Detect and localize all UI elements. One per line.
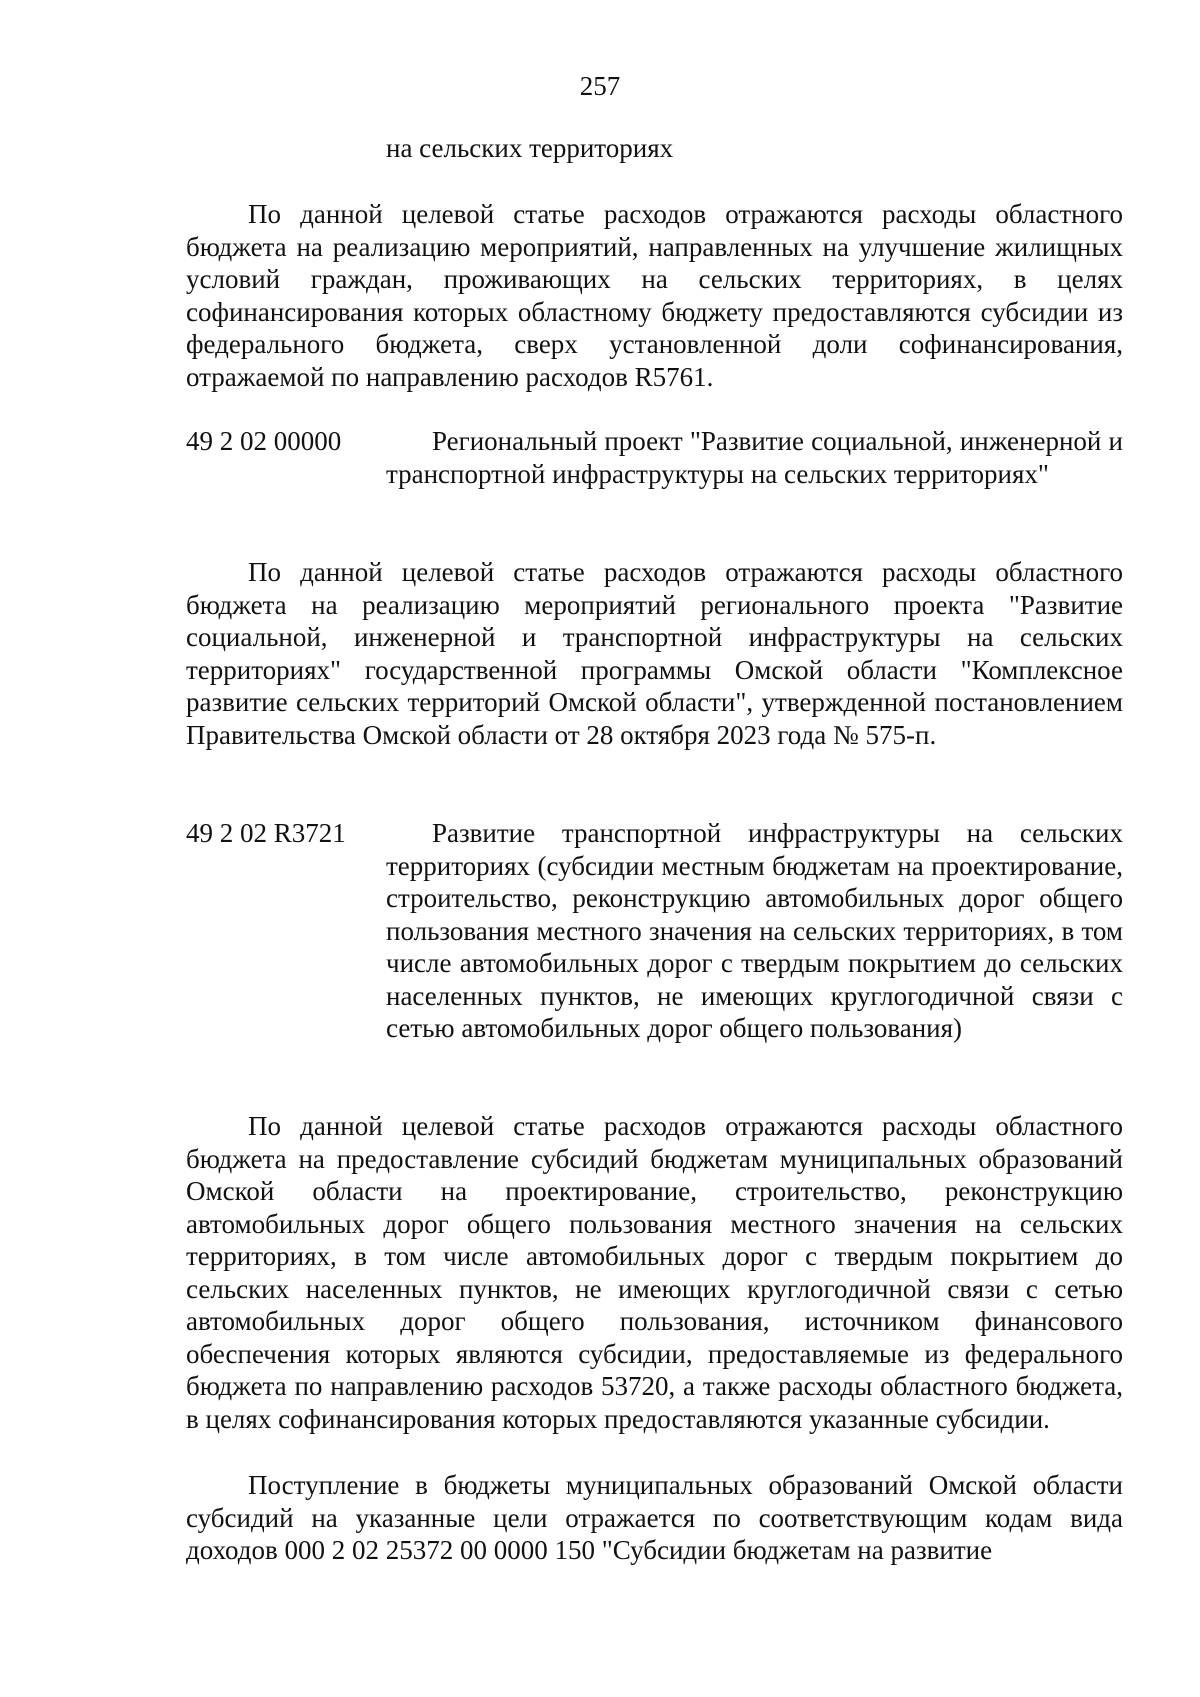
page-number: 257 [579,71,621,101]
budget-entry-2 [186,817,1123,1045]
paragraph-3: По данной целевой статье расходов отражаются расходы областного бюджета на предоставление субсидий бюджетам муниципальных образований Омской области на проектирование, строительство, реконструкцию автомобильных дорог общего пользования местного значения на сельских территориях, в том числе автомобильных дорог с твердым покрытием до сельских населенных пунктов, не имеющих круглогодичной связи с сетью автомобильных дорог общего пользования, источником финансового обеспечения которых являются субсидии, предоставляемые из федерального бюджета по направлению расходов 53720, а также расходы областного бюджета, в целях софинансирования которых предоставляются указанные субсидии. [186,1111,1123,1434]
paragraph-2: По данной целевой статье расходов отражаются расходы областного бюджета на реализацию мероприятий регионального проекта "Развитие социальной, инженерной и транспортной инфраструктуры на сельских территориях" государственной программы Омской области "Комплексное развитие сельских территорий Омской области", утвержденной постановлением Правительства Омской области от 28 октября 2023 года № 575-п. [186,557,1123,750]
paragraph-4: Поступление в бюджеты муниципальных образований Омской области субсидий на указанные цели отражается по соответствующим кодам вида доходов 000 2 02 25372 00 0000 150 "Субсидии бюджетам на развитие [186,1470,1123,1565]
entry-description: Развитие транспортной инфраструктуры на сельских территориях (субсидии местным бюджетам на проектирование, строительство, реконструкцию автомобильных дорог общего пользования местного значения на сельских территориях, в том числе автомобильных дорог с твердым покрытием до сельских населенных пунктов, не имеющих круглогодичной связи с сетью автомобильных дорог общего пользования) [386,818,1123,1043]
entry-description: Региональный проект "Развитие социальной, инженерной и транспортной инфраструктуры на сельских территориях" [386,426,1123,489]
budget-entry-1 [186,425,1123,490]
entry-code: 49 2 02 R3721 [186,818,346,848]
paragraph-1: По данной целевой статье расходов отражаются расходы областного бюджета на реализацию мероприятий, направленных на улучшение жилищных условий граждан, проживающих на сельских территориях, в целях софинансирования которых областному бюджету предоставляются субсидии из федерального бюджета, сверх установленной доли софинансирования, отражаемой по направлению расходов R5761. [186,199,1123,392]
entry-code: 49 2 02 00000 [186,426,342,456]
heading-continuation: на сельских территориях [386,133,674,163]
